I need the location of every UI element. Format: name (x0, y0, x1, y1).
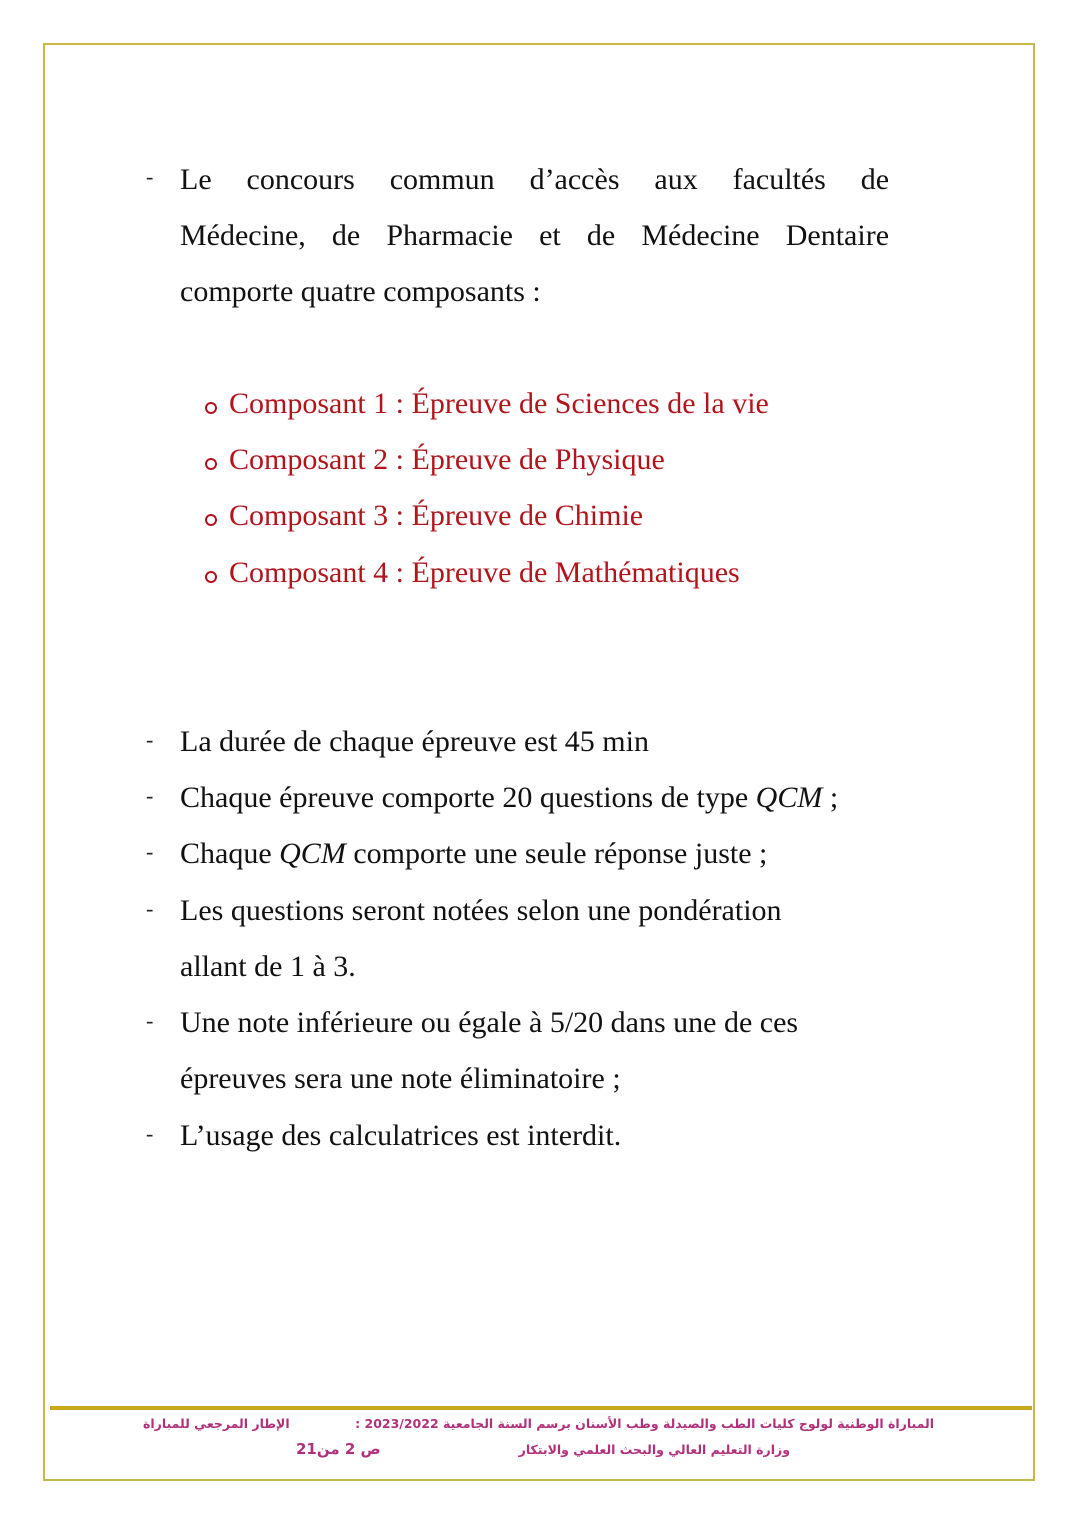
footer-page-number: ص 2 من21 (296, 1440, 381, 1458)
footer-reference: الإطار المرجعي للمباراة (143, 1416, 290, 1431)
circle-bullet-icon (205, 571, 217, 583)
component-label: Composant 2 : Épreuve de Physique (229, 443, 665, 476)
bullet-dash: - (146, 783, 154, 808)
bullet-dash: - (146, 896, 154, 921)
component-item (205, 555, 740, 591)
footer-rule (50, 1406, 1032, 1410)
word: Le (180, 163, 212, 196)
intro-line-2 (180, 218, 889, 254)
rule-eliminatory-line-2: épreuves sera une note éliminatoire ; (180, 1062, 621, 1095)
component-label: Composant 4 : Épreuve de Mathématiques (229, 556, 740, 589)
qcm-term: QCM (279, 837, 346, 870)
circle-bullet-icon (205, 402, 217, 414)
rule-eliminatory-line-1: Une note inférieure ou égale à 5/20 dans une de ces (180, 1006, 799, 1039)
page-frame (43, 43, 1035, 1481)
circle-bullet-icon (205, 514, 217, 526)
circle-bullet-icon (205, 458, 217, 470)
component-item (205, 498, 643, 534)
rule-single-answer (180, 836, 767, 872)
rule-text: Chaque (180, 837, 280, 870)
bullet-dash: - (146, 727, 154, 752)
word: commun (389, 163, 495, 196)
intro-line-1 (180, 162, 889, 198)
qcm-term: QCM (755, 781, 823, 814)
component-label: Composant 3 : Épreuve de Chimie (229, 499, 644, 532)
bullet-dash: - (146, 1121, 154, 1146)
footer-title: المباراة الوطنية لولوج كليات الطب والصيدلة وطب الأسنان برسم السنة الجامعية 2023/2022 : (355, 1416, 934, 1431)
bullet-dash: - (146, 839, 154, 864)
rule-weighting-line-1: Les questions seront notées selon une pondération (180, 894, 782, 927)
word: de (586, 219, 616, 252)
word: facultés (732, 163, 826, 196)
intro-line-3: comporte quatre composants : (180, 275, 541, 308)
bullet-dash: - (146, 164, 154, 189)
component-item (205, 442, 665, 478)
component-label: Composant 1 : Épreuve de Sciences de la vie (229, 387, 769, 420)
bullet-dash: - (146, 1008, 154, 1033)
word: Dentaire (785, 219, 890, 252)
rule-text: comporte une seule réponse juste ; (345, 837, 768, 870)
rule-calculators: L’usage des calculatrices est interdit. (180, 1119, 622, 1152)
word: et (539, 219, 561, 252)
rule-text: ; (822, 781, 839, 814)
word: Médecine (641, 219, 760, 252)
rule-weighting-line-2: allant de 1 à 3. (180, 950, 356, 983)
footer-ministry: وزارة التعليم العالي والبحث العلمي والابتكار (518, 1442, 790, 1457)
rule-questions (180, 780, 838, 816)
word: de (331, 219, 361, 252)
word: de (860, 163, 890, 196)
word: aux (654, 163, 698, 196)
word: Médecine, (180, 219, 306, 252)
component-item (205, 386, 769, 422)
word: d’accès (529, 163, 620, 196)
word: concours (246, 163, 355, 196)
rule-duration: La durée de chaque épreuve est 45 min (180, 725, 649, 758)
rule-text: Chaque épreuve comporte 20 questions de type (180, 781, 756, 814)
word: Pharmacie (386, 219, 513, 252)
